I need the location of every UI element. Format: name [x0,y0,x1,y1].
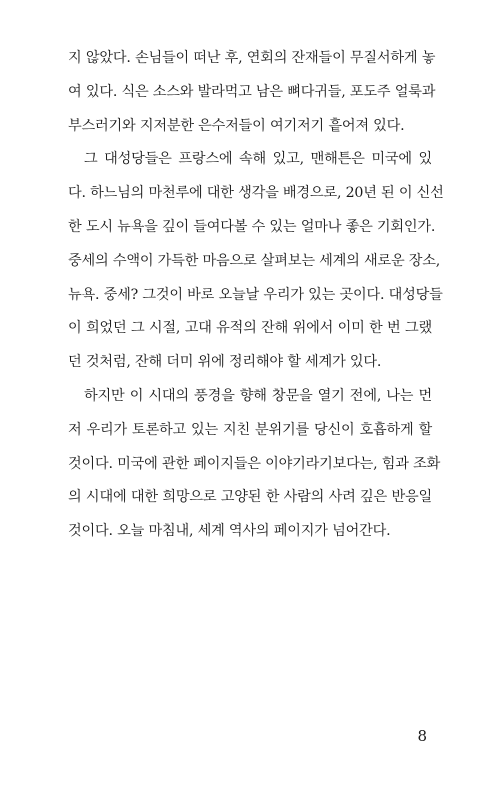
text-line: 의 시대에 대한 희망으로 고양된 한 사람의 사려 깊은 반응일 [68,489,432,506]
text-line: 것이다. 미국에 관한 페이지들은 이야기라기보다는, 힘과 조화 [68,455,441,472]
text-line: 한 도시 뉴욕을 깊이 들여다볼 수 있는 얼마나 좋은 기회인가. [68,218,436,235]
text-line: 부스러기와 지저분한 은수저들이 여기저기 흩어져 있다. [68,117,405,134]
text-line: 중세의 수액이 가득한 마음으로 살펴보는 세계의 새로운 장소, [68,252,441,269]
text-line: 지 않았다. 손님들이 떠난 후, 연회의 잔재들이 무질서하게 놓 [68,50,436,66]
text-line: 저 우리가 토론하고 있는 지친 분위기를 당신이 호흡하게 할 [68,421,432,438]
page-number: 8 [417,727,427,745]
text-line: 이 희었던 그 시절, 고대 유적의 잔해 위에서 이미 한 번 그랬 [68,320,432,337]
text-line: 던 것처럼, 잔해 더미 위에 정리해야 할 세계가 있다. [68,354,382,371]
body-text [68,42,444,549]
text-line: 뉴욕. 중세? 그것이 바로 오늘날 우리가 있는 곳이다. 대성당들 [68,286,443,303]
text-line: 여 있다. 식은 소스와 발라먹고 남은 뼈다귀들, 포도주 얼룩과 [68,83,436,100]
text-line: 그 대성당들은 프랑스에 속해 있고, 맨해튼은 미국에 있 [84,151,432,168]
text-line: 하지만 이 시대의 풍경을 향해 창문을 열기 전에, 나는 먼 [84,387,432,404]
text-line: 것이다. 오늘 마침내, 세계 역사의 페이지가 넘어간다. [68,523,391,540]
text-line: 다. 하느님의 마천루에 대한 생각을 배경으로, 20년 된 이 신선 [68,185,444,202]
